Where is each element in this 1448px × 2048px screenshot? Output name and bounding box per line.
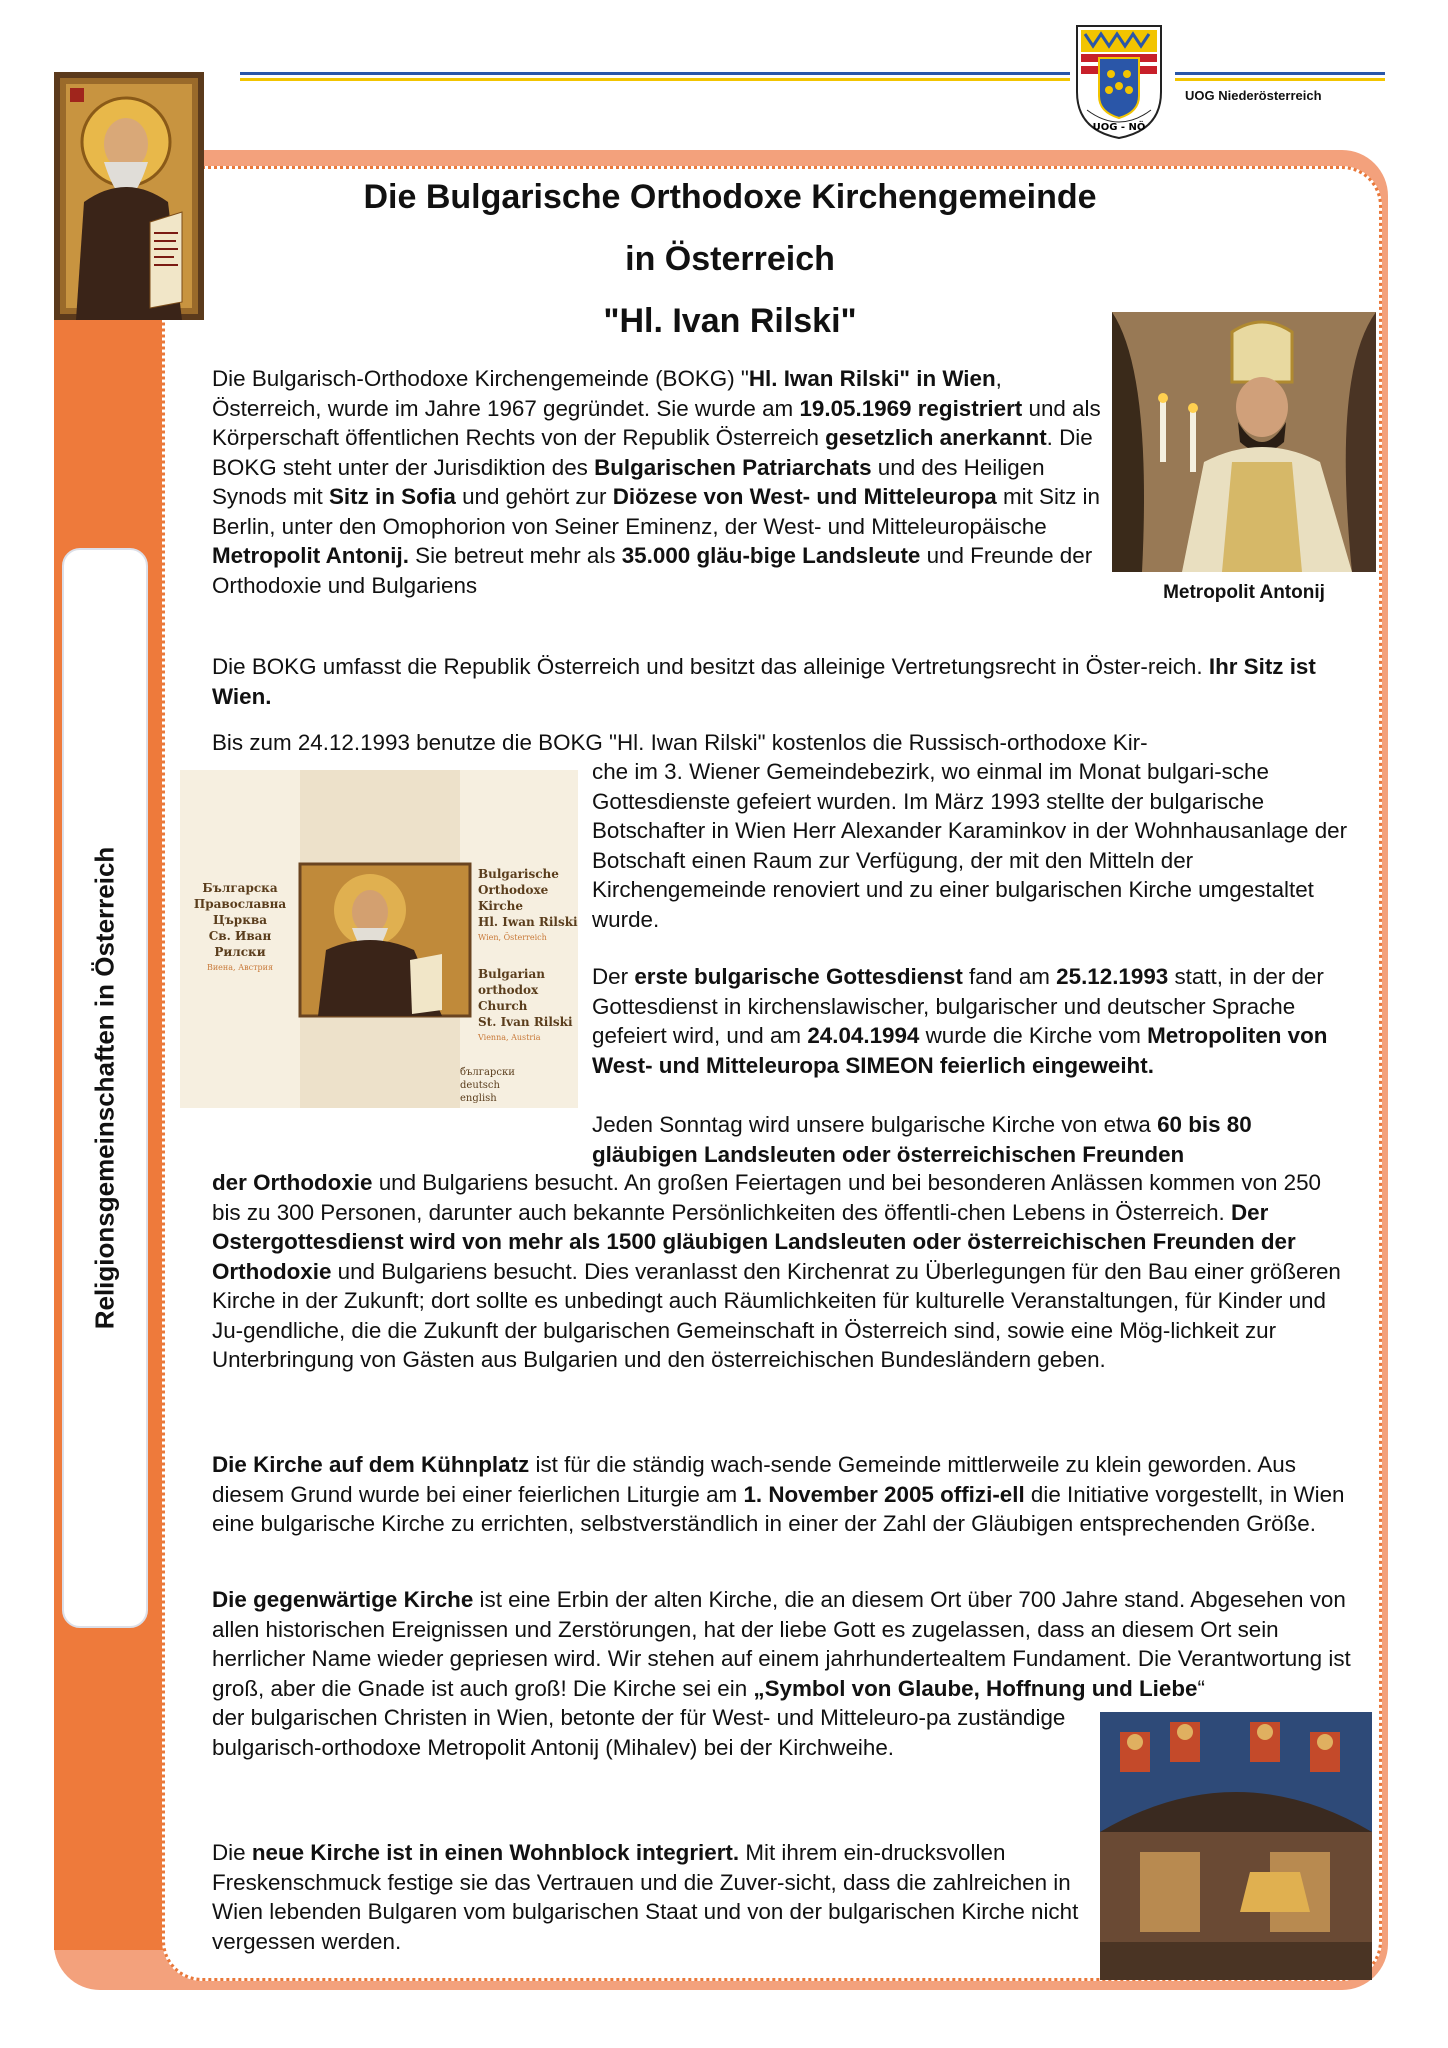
icon2-en-2: orthodox — [478, 983, 539, 997]
metropolit-photo — [1112, 312, 1376, 572]
org-name: UOG Niederösterreich — [1185, 88, 1322, 103]
p1-segment: Diözese von West- und Mitteleuropa — [612, 484, 997, 509]
p4-segment: 24.04.1994 — [807, 1023, 920, 1048]
uog-crest-logo — [1073, 22, 1165, 142]
side-label: Religionsgemeinschaften in Österreich — [89, 846, 120, 1330]
icon2-bg-4: Св. Иван Рилски — [208, 929, 272, 959]
p2-segment: Die BOKG umfasst die Republik Österreich und besitzt das alleinige Vertretungsrecht in Öster-reich. — [212, 654, 1209, 679]
p1-segment: . Die BOKG steht unter der Jurisdiktion des — [212, 425, 1093, 480]
p1-segment: mit Sitz in Berlin, unter den Omophorion von Seiner Eminenz, der West- und Mitteleuropäische — [212, 484, 1100, 539]
p1-segment: und Freunde der Orthodoxie und Bulgariens — [212, 543, 1093, 598]
p1-segment: gesetzlich anerkannt — [825, 425, 1047, 450]
metropolit-caption: Metropolit Antonij — [1163, 582, 1325, 603]
p4-segment: statt, in der der Gottesdienst in kirchenslawischer, bulgarischer und deutscher Sprache gefeiert wird, und am — [592, 964, 1324, 1048]
title-line-2: in Österreich — [625, 240, 835, 278]
title-line-3: "Hl. Ivan Rilski" — [603, 302, 857, 340]
p1-segment: und als Körperschaft öffentlichen Rechts von der Republik Österreich — [212, 395, 1101, 450]
paragraph-sunday — [592, 1110, 1352, 1169]
church-logo-image — [180, 770, 578, 1108]
paragraph-new-church — [212, 1838, 1092, 1956]
p4-segment: wurde die Kirche vom — [919, 1023, 1148, 1048]
p7-segment: Die Kirche auf dem Kühnplatz — [212, 1452, 530, 1477]
lang-bg-link[interactable]: български — [460, 1067, 515, 1078]
paragraph-first-service — [592, 962, 1352, 1080]
p7-segment: 1. November 2005 offizi-ell — [743, 1481, 1025, 1507]
icon2-en-5: Vienna, Austria — [478, 1033, 541, 1042]
p4-segment: fand am — [962, 964, 1057, 989]
p6-segment: und Bulgariens besucht. An großen Feiertagen und bei besonderen Anlässen kommen von 250 bis zu 300 Personen, darunter auch bekannte Persönlichkeiten des öffentli-chen Lebens in Österreich. — [212, 1170, 1322, 1225]
p7-segment: ist für die ständig wach-sende Gemeinde mittlerweile zu klein geworden. Aus diesem Grund wurde bei einer feierlichen Liturgie am — [212, 1452, 1296, 1507]
title-line-1: Die Bulgarische Orthodoxe Kirchengemeinde — [363, 178, 1097, 216]
p6-segment: Der Ostergottesdienst wird von mehr als 1500 gläubigen Landsleuten oder österreichischen Freunden der Orthodoxie — [212, 1199, 1296, 1284]
icon2-en-3: Church — [478, 999, 528, 1013]
paragraph-intro — [212, 364, 1107, 600]
paragraph-history: che im 3. Wiener Gemeindebezirk, wo einmal im Monat bulgari-sche Gottesdienste gefeiert wurden. Im März 1993 stellte der bulgarische Botschafter in Wien Herr Alexander Karaminkov in der Wohnhausanlage der Botschaft einen Raum zur Verfügung, der mit den Mitteln der Kirchengemeinde renoviert und zu einer bulgarischen Kirche umgestaltet wurde. — [592, 759, 1348, 932]
p1-segment: Metropolit Antonij. — [212, 543, 409, 568]
icon2-bg-5: Виена, Австрия — [206, 963, 274, 972]
p8-segment: „Symbol von Glaube, Hoffnung und Liebe — [753, 1675, 1198, 1701]
icon2-bg-3: Църква — [213, 913, 267, 927]
icon2-en-1: Bulgarian — [478, 967, 545, 981]
icon2-de-1: Bulgarische — [478, 867, 559, 881]
paragraph-scope — [212, 652, 1352, 711]
header-stripes — [240, 72, 1070, 86]
p4-segment: 25.12.1993 — [1056, 964, 1169, 989]
p9-segment: Mit ihrem ein-drucksvollen Freskenschmuck festige sie das Vertrauen und die Zuver-sicht, dass die zahlreichen in Wien lebenden Bulgaren vom bulgarischen Staat und von der bulgarischen Kirche nicht vergessen werden. — [212, 1840, 1079, 1954]
lang-en-link[interactable]: english — [460, 1093, 497, 1104]
p1-segment: und gehört zur — [455, 484, 613, 509]
p1-segment: Sitz in Sofia — [328, 484, 456, 509]
icon2-de-2: Orthodoxe — [478, 883, 549, 897]
svg-text:UOG - NÖ: UOG - NÖ — [1092, 122, 1146, 133]
header-stripes-right — [1175, 72, 1385, 86]
p5-segment: 60 bis 80 gläubigen Landsleuten oder österreichischen Freunden — [592, 1112, 1252, 1167]
p1-segment: 19.05.1969 registriert — [799, 395, 1023, 421]
icon2-bg-1: Българска — [202, 881, 278, 895]
paragraph-history-line1: Bis zum 24.12.1993 benutze die BOKG "Hl. Iwan Rilski" kostenlos die Russisch-orthodoxe Kir- — [212, 730, 1148, 755]
p4-segment: Metropoliten von West- und Mitteleuropa SIMEON feierlich eingeweiht. — [592, 1023, 1328, 1078]
p8-segment: “ — [1197, 1675, 1205, 1701]
paragraph-kuehnplatz — [212, 1450, 1352, 1539]
p4-segment: Der — [592, 964, 635, 989]
p4-segment: erste bulgarische Gottesdienst — [634, 964, 963, 989]
saint-icon-image — [54, 72, 204, 320]
p5-segment: Jeden Sonntag wird unsere bulgarische Kirche von etwa — [592, 1112, 1158, 1137]
p1-segment: , Österreich, wurde im Jahre 1967 gegründet. Sie wurde am — [212, 366, 1002, 421]
p6-segment: und Bulgariens besucht. Dies veranlasst den Kirchenrat zu Überlegungen für den Bau einer größeren Kirche in der Zukunft; dort sollte es unbedingt auch Räumlichkeiten für kulturelle Veranstaltungen, für Kinder und Ju-gendliche, die die Zukunft der bulgarischen Gemeinschaft in Österreich sind, sowie eine Mög-lichkeit zur Unterbringung von Gästen aus Bulgarien und den österreichischen Bundesländern geben. — [212, 1258, 1341, 1372]
icon2-en-4: St. Ivan Rilski — [478, 1015, 573, 1029]
p6-segment: der Orthodoxie — [212, 1170, 373, 1195]
icon2-bg-2: Православна — [193, 897, 287, 911]
p1-segment: Die Bulgarisch-Orthodoxe Kirchengemeinde (BOKG) " — [212, 366, 749, 391]
p8-segment: Die gegenwärtige Kirche — [212, 1587, 474, 1612]
p9-segment: neue Kirche ist in einen Wohnblock integriert. — [251, 1840, 740, 1865]
icon2-de-3: Kirche — [478, 899, 523, 913]
p1-segment: 35.000 gläu-bige Landsleute — [621, 543, 921, 568]
p1-segment: Sie betreut mehr als — [408, 543, 622, 568]
paragraph-consecration: der bulgarischen Christen in Wien, betonte der für West- und Mitteleuro-pa zuständige bulgarisch-orthodoxe Metropolit Antonij (Mihalev) bei der Kirchweihe. — [212, 1705, 1066, 1760]
icon2-de-5: Wien, Österreich — [478, 933, 547, 942]
p7-segment: die Initiative vorgestellt, in Wien eine bulgarische Kirche zu errichten, selbstverständlich in einer der Zahl der Gläubigen entsprechenden Größe. — [212, 1481, 1345, 1536]
p2-segment: Ihr Sitz ist Wien. — [212, 654, 1316, 709]
p9-segment: Die — [212, 1840, 252, 1865]
p1-segment: Bulgarischen Patriarchats — [594, 454, 872, 480]
paragraph-current-church — [212, 1585, 1352, 1703]
icon2-de-4: Hl. Iwan Rilski — [478, 915, 578, 929]
lang-de-link[interactable]: deutsch — [460, 1080, 500, 1091]
p1-segment: und des Heiligen Synods mit — [212, 454, 1045, 509]
paragraph-attendance — [212, 1168, 1352, 1375]
church-interior-photo — [1100, 1712, 1372, 1980]
p1-segment: Hl. Iwan Rilski" in Wien — [748, 366, 996, 391]
p8-segment: ist eine Erbin der alten Kirche, die an diesem Ort über 700 Jahre stand. Abgesehen von allen historischen Ereignissen und Zerstörungen, hat der liebe Gott es zugelassen, dass an diesem Ort sein herrlicher Name wieder gepriesen wird. Wir stehen auf einem jahrhundertealtem Fundament. Die Verantwortung ist groß, aber die Gnade ist auch groß! Die Kirche sei ein — [212, 1587, 1351, 1701]
